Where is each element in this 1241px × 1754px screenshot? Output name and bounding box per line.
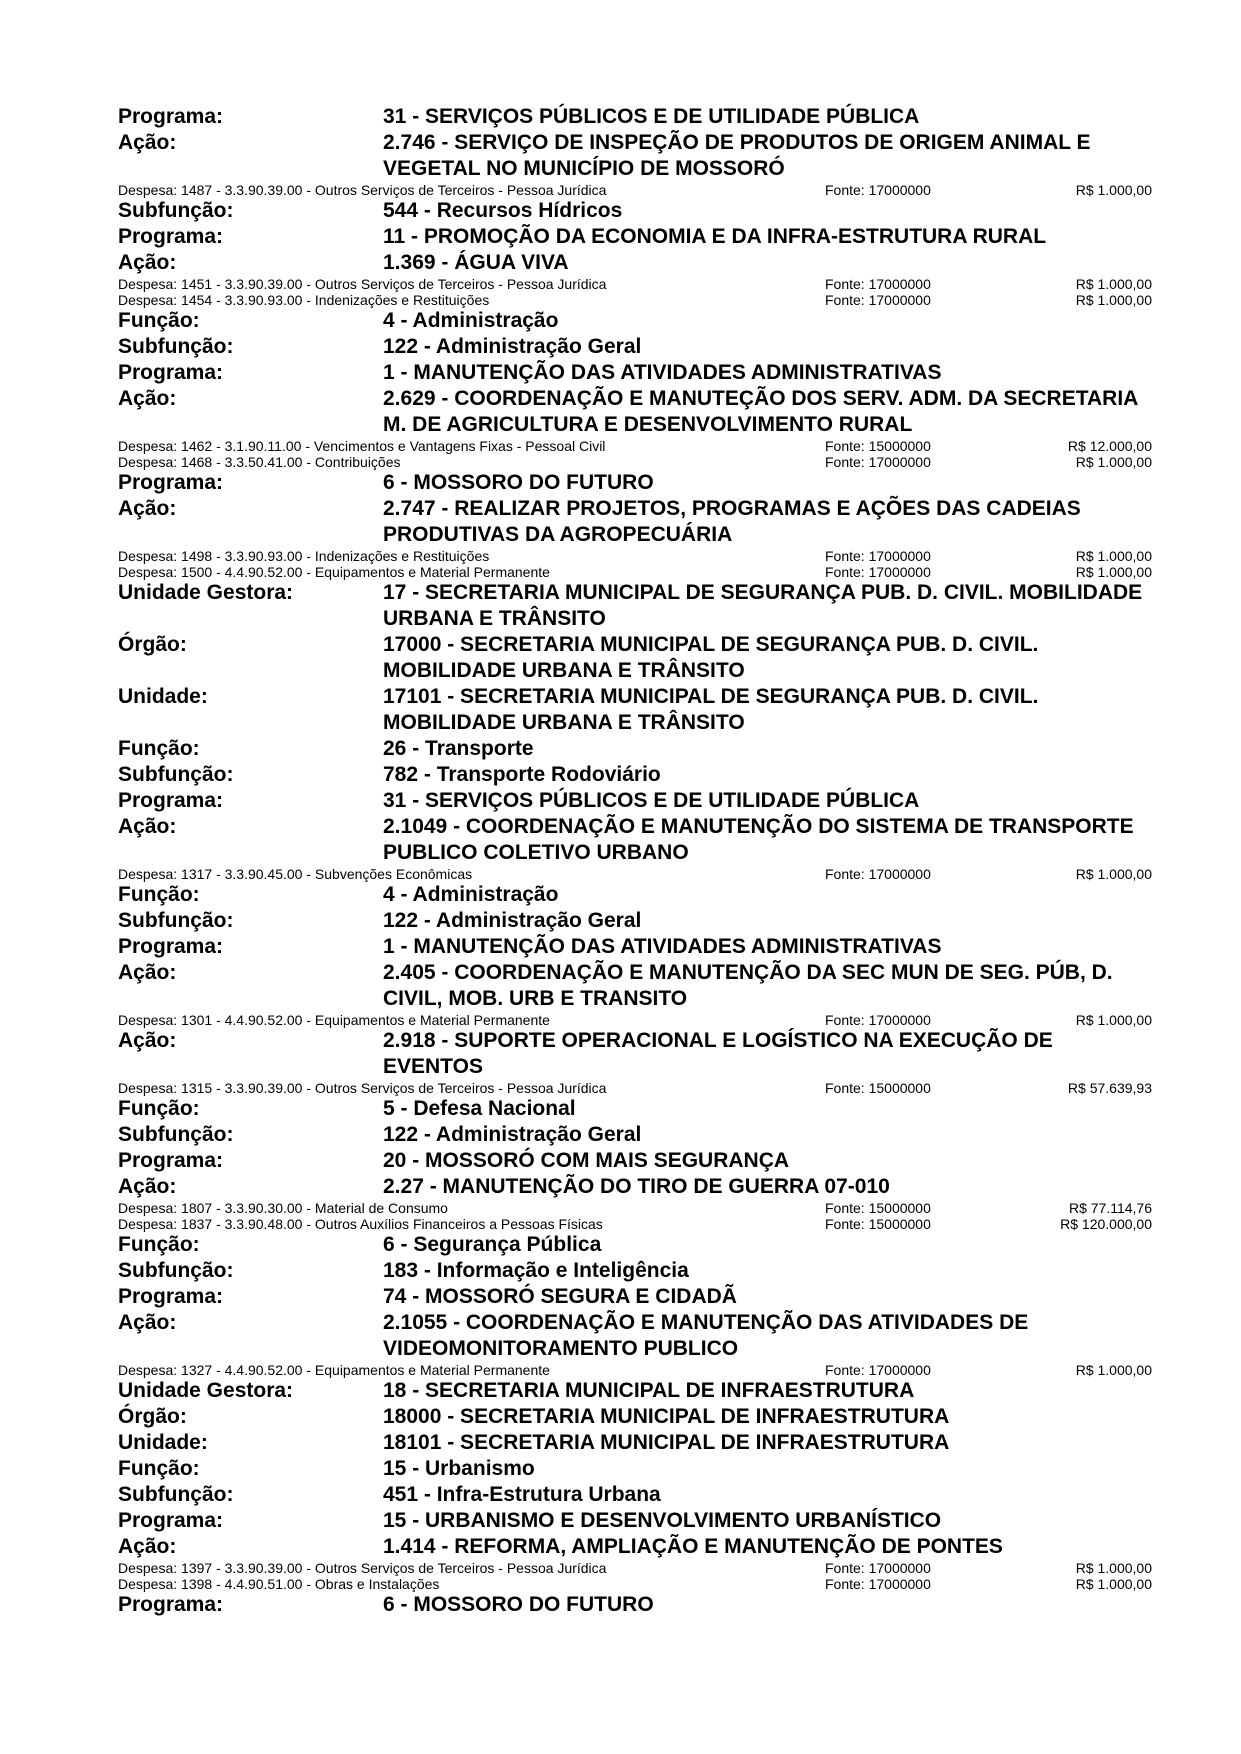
heading-label: Função: [118, 1097, 200, 1120]
expense-amount: R$ 77.114,76 [1068, 1200, 1152, 1216]
expense-row [0, 182, 1241, 198]
heading-row [0, 1456, 1241, 1482]
expense-source: Fonte: 17000000 [825, 1576, 931, 1592]
expense-row [0, 276, 1241, 292]
expense-description: Despesa: 1500 - 4.4.90.52.00 - Equipamentos e Material Permanente [118, 564, 550, 580]
heading-value: 17 - SECRETARIA MUNICIPAL DE SEGURANÇA PUB. D. CIVIL. MOBILIDADE URBANA E TRÂNSITO [383, 581, 1143, 630]
heading-value: 6 - MOSSORO DO FUTURO [383, 471, 654, 494]
heading-label: Subfunção: [118, 1483, 234, 1506]
heading-value: 6 - MOSSORO DO FUTURO [383, 1593, 654, 1616]
heading-row [0, 736, 1241, 762]
expense-source: Fonte: 17000000 [825, 564, 931, 580]
expense-row [0, 454, 1241, 470]
heading-row [0, 496, 1241, 548]
heading-row [0, 104, 1241, 130]
expense-amount: R$ 1.000,00 [1075, 1362, 1152, 1378]
heading-label: Subfunção: [118, 335, 234, 358]
heading-label: Função: [118, 883, 200, 906]
heading-row [0, 1534, 1241, 1560]
heading-value: 2.746 - SERVIÇO DE INSPEÇÃO DE PRODUTOS DE ORIGEM ANIMAL E VEGETAL NO MUNICÍPIO DE MOSSORÓ [383, 131, 1091, 180]
expense-amount: R$ 12.000,00 [1067, 438, 1152, 454]
heading-row [0, 632, 1241, 684]
expense-source: Fonte: 17000000 [825, 1012, 931, 1028]
expense-description: Despesa: 1498 - 3.3.90.93.00 - Indenizações e Restituições [118, 548, 490, 564]
heading-value: 74 - MOSSORÓ SEGURA E CIDADÃ [383, 1285, 737, 1308]
expense-amount: R$ 1.000,00 [1075, 1012, 1152, 1028]
heading-value: 2.918 - SUPORTE OPERACIONAL E LOGÍSTICO NA EXECUÇÃO DE EVENTOS [383, 1029, 1053, 1078]
expense-row [0, 438, 1241, 454]
expense-description: Despesa: 1301 - 4.4.90.52.00 - Equipamentos e Material Permanente [118, 1012, 550, 1028]
heading-row [0, 470, 1241, 496]
heading-value: 122 - Administração Geral [383, 1123, 642, 1146]
expense-row [0, 1576, 1241, 1592]
heading-label: Programa: [118, 1593, 224, 1616]
expense-source: Fonte: 17000000 [825, 1560, 931, 1576]
heading-value: 1 - MANUTENÇÃO DAS ATIVIDADES ADMINISTRATIVAS [383, 935, 942, 958]
heading-label: Programa: [118, 105, 224, 128]
heading-label: Ação: [118, 1535, 177, 1558]
heading-value: 2.747 - REALIZAR PROJETOS, PROGRAMAS E AÇÕES DAS CADEIAS PRODUTIVAS DA AGROPECUÁRIA [383, 497, 1081, 546]
heading-value: 782 - Transporte Rodoviário [383, 763, 661, 786]
expense-description: Despesa: 1397 - 3.3.90.39.00 - Outros Serviços de Terceiros - Pessoa Jurídica [118, 1560, 607, 1576]
heading-label: Órgão: [118, 633, 187, 656]
expense-row [0, 1216, 1241, 1232]
heading-value: 18 - SECRETARIA MUNICIPAL DE INFRAESTRUTURA [383, 1379, 915, 1402]
heading-value: 183 - Informação e Inteligência [383, 1259, 689, 1282]
heading-row [0, 224, 1241, 250]
heading-label: Função: [118, 1233, 200, 1256]
expense-source: Fonte: 17000000 [825, 548, 931, 564]
expense-source: Fonte: 15000000 [825, 438, 931, 454]
heading-value: 1.369 - ÁGUA VIVA [383, 251, 569, 274]
heading-label: Função: [118, 737, 200, 760]
heading-row [0, 934, 1241, 960]
expense-description: Despesa: 1398 - 4.4.90.51.00 - Obras e Instalações [118, 1576, 440, 1592]
heading-row [0, 580, 1241, 632]
heading-label: Subfunção: [118, 199, 234, 222]
heading-label: Ação: [118, 815, 177, 838]
heading-label: Ação: [118, 1029, 177, 1052]
heading-label: Programa: [118, 935, 224, 958]
heading-value: 1 - MANUTENÇÃO DAS ATIVIDADES ADMINISTRATIVAS [383, 361, 942, 384]
expense-row [0, 1012, 1241, 1028]
expense-description: Despesa: 1468 - 3.3.50.41.00 - Contribuições [118, 454, 401, 470]
expense-row [0, 866, 1241, 882]
heading-row [0, 334, 1241, 360]
heading-row [0, 1284, 1241, 1310]
heading-row [0, 1430, 1241, 1456]
heading-row [0, 308, 1241, 334]
heading-row [0, 1258, 1241, 1284]
heading-row [0, 1096, 1241, 1122]
heading-label: Unidade: [118, 1431, 208, 1454]
expense-source: Fonte: 15000000 [825, 1080, 931, 1096]
expense-description: Despesa: 1315 - 3.3.90.39.00 - Outros Serviços de Terceiros - Pessoa Jurídica [118, 1080, 607, 1096]
expense-amount: R$ 1.000,00 [1075, 866, 1152, 882]
expense-source: Fonte: 15000000 [825, 1200, 931, 1216]
expense-description: Despesa: 1451 - 3.3.90.39.00 - Outros Serviços de Terceiros - Pessoa Jurídica [118, 276, 607, 292]
heading-row [0, 1508, 1241, 1534]
expense-source: Fonte: 17000000 [825, 276, 931, 292]
expense-source: Fonte: 17000000 [825, 454, 931, 470]
expense-description: Despesa: 1317 - 3.3.90.45.00 - Subvenções Econômicas [118, 866, 473, 882]
heading-row [0, 1028, 1241, 1080]
heading-row [0, 360, 1241, 386]
expense-amount: R$ 1.000,00 [1075, 292, 1152, 308]
heading-value: 18000 - SECRETARIA MUNICIPAL DE INFRAESTRUTURA [383, 1405, 950, 1428]
heading-value: 31 - SERVIÇOS PÚBLICOS E DE UTILIDADE PÚBLICA [383, 789, 920, 812]
heading-value: 2.1049 - COORDENAÇÃO E MANUTENÇÃO DO SISTEMA DE TRANSPORTE PUBLICO COLETIVO URBANO [383, 815, 1134, 864]
heading-value: 1.414 - REFORMA, AMPLIAÇÃO E MANUTENÇÃO DE PONTES [383, 1535, 1003, 1558]
heading-value: 5 - Defesa Nacional [383, 1097, 576, 1120]
heading-value: 18101 - SECRETARIA MUNICIPAL DE INFRAESTRUTURA [383, 1431, 950, 1454]
expense-amount: R$ 120.000,00 [1060, 1216, 1152, 1232]
expense-source: Fonte: 17000000 [825, 866, 931, 882]
heading-value: 17101 - SECRETARIA MUNICIPAL DE SEGURANÇA PUB. D. CIVIL. MOBILIDADE URBANA E TRÂNSITO [383, 685, 1039, 734]
heading-value: 15 - Urbanismo [383, 1457, 535, 1480]
heading-label: Unidade Gestora: [118, 1379, 294, 1402]
expense-amount: R$ 1.000,00 [1075, 454, 1152, 470]
heading-label: Unidade Gestora: [118, 581, 294, 604]
expense-description: Despesa: 1327 - 4.4.90.52.00 - Equipamentos e Material Permanente [118, 1362, 550, 1378]
heading-row [0, 882, 1241, 908]
heading-label: Ação: [118, 131, 177, 154]
heading-label: Unidade: [118, 685, 208, 708]
heading-row [0, 1592, 1241, 1618]
heading-value: 2.405 - COORDENAÇÃO E MANUTENÇÃO DA SEC MUN DE SEG. PÚB, D. CIVIL, MOB. URB E TRANSITO [383, 961, 1113, 1010]
expense-source: Fonte: 17000000 [825, 1362, 931, 1378]
heading-value: 17000 - SECRETARIA MUNICIPAL DE SEGURANÇA PUB. D. CIVIL. MOBILIDADE URBANA E TRÂNSITO [383, 633, 1039, 682]
expense-description: Despesa: 1462 - 3.1.90.11.00 - Vencimentos e Vantagens Fixas - Pessoal Civil [118, 438, 606, 454]
expense-amount: R$ 1.000,00 [1075, 548, 1152, 564]
heading-value: 26 - Transporte [383, 737, 534, 760]
heading-row [0, 1404, 1241, 1430]
heading-label: Ação: [118, 1175, 177, 1198]
expense-description: Despesa: 1837 - 3.3.90.48.00 - Outros Auxílios Financeiros a Pessoas Físicas [118, 1216, 603, 1232]
heading-row [0, 1122, 1241, 1148]
heading-value: 4 - Administração [383, 309, 559, 332]
expense-source: Fonte: 15000000 [825, 1216, 931, 1232]
heading-row [0, 1174, 1241, 1200]
heading-label: Programa: [118, 361, 224, 384]
heading-value: 31 - SERVIÇOS PÚBLICOS E DE UTILIDADE PÚBLICA [383, 105, 920, 128]
heading-label: Função: [118, 1457, 200, 1480]
heading-label: Programa: [118, 1285, 224, 1308]
heading-label: Programa: [118, 789, 224, 812]
expense-source: Fonte: 17000000 [825, 292, 931, 308]
heading-row [0, 1378, 1241, 1404]
expense-amount: R$ 1.000,00 [1075, 564, 1152, 580]
expense-row [0, 1362, 1241, 1378]
heading-row [0, 198, 1241, 224]
heading-row [0, 1482, 1241, 1508]
expense-source: Fonte: 17000000 [825, 182, 931, 198]
expense-amount: R$ 1.000,00 [1075, 1576, 1152, 1592]
heading-label: Subfunção: [118, 909, 234, 932]
heading-row [0, 684, 1241, 736]
heading-label: Subfunção: [118, 1123, 234, 1146]
heading-value: 122 - Administração Geral [383, 335, 642, 358]
heading-value: 4 - Administração [383, 883, 559, 906]
heading-value: 451 - Infra-Estrutura Urbana [383, 1483, 661, 1506]
heading-row [0, 908, 1241, 934]
heading-label: Subfunção: [118, 763, 234, 786]
heading-row [0, 788, 1241, 814]
expense-row [0, 564, 1241, 580]
heading-row [0, 814, 1241, 866]
heading-label: Ação: [118, 251, 177, 274]
heading-row [0, 1232, 1241, 1258]
heading-value: 544 - Recursos Hídricos [383, 199, 623, 222]
heading-label: Programa: [118, 471, 224, 494]
heading-value: 15 - URBANISMO E DESENVOLVIMENTO URBANÍSTICO [383, 1509, 942, 1532]
heading-value: 20 - MOSSORÓ COM MAIS SEGURANÇA [383, 1149, 790, 1172]
expense-row [0, 1080, 1241, 1096]
expense-row [0, 1200, 1241, 1216]
heading-value: 2.629 - COORDENAÇÃO E MANUTEÇÃO DOS SERV. ADM. DA SECRETARIA M. DE AGRICULTURA E DESENVOLVIMENTO RURAL [383, 387, 1138, 436]
expense-description: Despesa: 1487 - 3.3.90.39.00 - Outros Serviços de Terceiros - Pessoa Jurídica [118, 182, 607, 198]
heading-label: Subfunção: [118, 1259, 234, 1282]
heading-row [0, 1310, 1241, 1362]
expense-row [0, 1560, 1241, 1576]
heading-value: 6 - Segurança Pública [383, 1233, 602, 1256]
expense-amount: R$ 1.000,00 [1075, 1560, 1152, 1576]
heading-label: Ação: [118, 961, 177, 984]
heading-value: 122 - Administração Geral [383, 909, 642, 932]
heading-row [0, 1148, 1241, 1174]
heading-value: 2.1055 - COORDENAÇÃO E MANUTENÇÃO DAS ATIVIDADES DE VIDEOMONITORAMENTO PUBLICO [383, 1311, 1029, 1360]
heading-label: Programa: [118, 1509, 224, 1532]
expense-amount: R$ 1.000,00 [1075, 182, 1152, 198]
expense-amount: R$ 57.639,93 [1067, 1080, 1152, 1096]
heading-row [0, 250, 1241, 276]
heading-label: Órgão: [118, 1405, 187, 1428]
heading-row [0, 960, 1241, 1012]
expense-amount: R$ 1.000,00 [1075, 276, 1152, 292]
heading-label: Função: [118, 309, 200, 332]
heading-value: 11 - PROMOÇÃO DA ECONOMIA E DA INFRA-ESTRUTURA RURAL [383, 225, 1047, 248]
heading-row [0, 386, 1241, 438]
heading-row [0, 130, 1241, 182]
heading-value: 2.27 - MANUTENÇÃO DO TIRO DE GUERRA 07-010 [383, 1175, 890, 1198]
expense-row [0, 548, 1241, 564]
expense-description: Despesa: 1454 - 3.3.90.93.00 - Indenizações e Restituições [118, 292, 490, 308]
heading-label: Ação: [118, 387, 177, 410]
heading-label: Programa: [118, 1149, 224, 1172]
heading-label: Ação: [118, 1311, 177, 1334]
heading-row [0, 762, 1241, 788]
expense-description: Despesa: 1807 - 3.3.90.30.00 - Material de Consumo [118, 1200, 448, 1216]
heading-label: Ação: [118, 497, 177, 520]
heading-label: Programa: [118, 225, 224, 248]
expense-row [0, 292, 1241, 308]
